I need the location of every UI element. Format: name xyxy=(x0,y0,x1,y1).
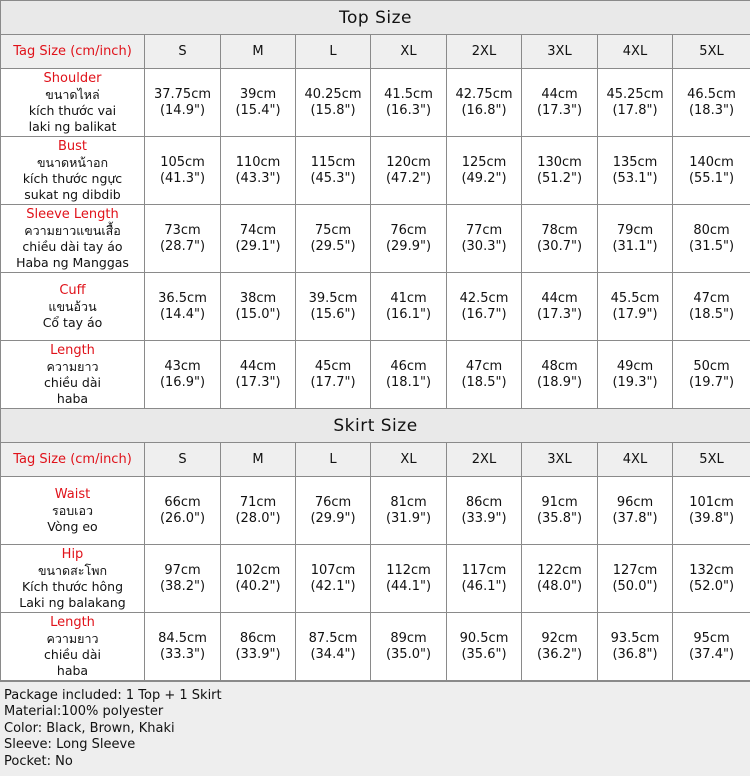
measurement-translation: Laki ng balakang xyxy=(19,594,126,610)
value-cm: 47cm xyxy=(693,290,730,306)
value-cm: 40.25cm xyxy=(304,86,362,102)
value-inch: (37.8") xyxy=(612,510,658,526)
value-inch: (15.4") xyxy=(235,102,281,118)
size-header: L xyxy=(296,35,371,69)
value-inch: (44.1") xyxy=(385,578,432,594)
value-cm: 44cm xyxy=(239,358,277,374)
measurement-translation: ความยาว xyxy=(46,630,99,646)
measurement-value xyxy=(673,69,750,137)
size-header: S xyxy=(145,35,221,69)
measurement-translation: Kích thước hông xyxy=(21,578,124,594)
value-cm: 80cm xyxy=(693,222,730,238)
value-inch: (42.1") xyxy=(310,578,356,594)
value-cm: 90.5cm xyxy=(459,630,509,646)
value-inch: (34.4") xyxy=(310,646,356,662)
measurement-value xyxy=(598,205,673,273)
size-header: 4XL xyxy=(598,443,673,477)
value-inch: (38.2") xyxy=(159,578,206,594)
value-inch: (17.3") xyxy=(536,102,583,118)
measurement-value xyxy=(673,273,750,341)
measurement-translation: แขนอ้วน xyxy=(48,298,97,314)
measurement-value xyxy=(145,205,221,273)
measurement-value xyxy=(522,613,598,681)
size-header: 2XL xyxy=(447,35,522,69)
value-cm: 44cm xyxy=(541,290,578,306)
value-cm: 112cm xyxy=(386,562,431,578)
measurement-translation: ขนาดหน้าอก xyxy=(36,154,109,170)
measurement-value xyxy=(221,137,296,205)
measurement-translation: laki ng balikat xyxy=(28,118,117,134)
value-cm: 36.5cm xyxy=(158,290,207,306)
value-inch: (31.1") xyxy=(612,238,658,254)
measurement-name: Shoulder xyxy=(43,70,102,86)
value-inch: (26.0") xyxy=(159,510,206,526)
value-cm: 38cm xyxy=(239,290,277,306)
value-inch: (51.2") xyxy=(536,170,583,186)
size-header: 5XL xyxy=(673,35,750,69)
value-cm: 87.5cm xyxy=(308,630,358,646)
measurement-value xyxy=(598,137,673,205)
value-cm: 47cm xyxy=(465,358,503,374)
value-cm: 86cm xyxy=(465,494,503,510)
value-inch: (29.5") xyxy=(310,238,356,254)
measurement-translation: ความยาวแขนเสื้อ xyxy=(24,222,121,238)
measurement-value xyxy=(371,273,447,341)
measurement-value xyxy=(598,273,673,341)
value-cm: 41cm xyxy=(390,290,427,306)
measurement-translation: รอบเอว xyxy=(52,502,93,518)
measurement-value xyxy=(145,341,221,409)
value-inch: (55.1") xyxy=(688,170,735,186)
measurement-value xyxy=(221,613,296,681)
value-cm: 97cm xyxy=(164,562,201,578)
measurement-label xyxy=(1,545,145,613)
value-cm: 92cm xyxy=(541,630,578,646)
value-cm: 122cm xyxy=(537,562,582,578)
value-inch: (29.9") xyxy=(385,238,432,254)
value-cm: 74cm xyxy=(239,222,277,238)
note-line: Color: Black, Brown, Khaki xyxy=(4,720,175,736)
measurement-translation: Haba ng Manggas xyxy=(16,254,129,270)
measurement-label xyxy=(1,273,145,341)
measurement-value xyxy=(145,273,221,341)
measurement-row xyxy=(1,477,750,545)
value-cm: 135cm xyxy=(612,154,658,170)
measurement-value xyxy=(296,273,371,341)
measurement-name: Length xyxy=(50,342,95,358)
value-cm: 125cm xyxy=(461,154,507,170)
measurement-value xyxy=(296,69,371,137)
measurement-translation: Vòng eo xyxy=(47,518,98,534)
measurement-value xyxy=(296,137,371,205)
value-cm: 115cm xyxy=(310,154,356,170)
value-inch: (36.2") xyxy=(536,646,583,662)
measurement-value xyxy=(673,205,750,273)
value-cm: 46cm xyxy=(390,358,427,374)
measurement-value xyxy=(447,545,522,613)
value-inch: (35.6") xyxy=(461,646,507,662)
measurement-name: Length xyxy=(50,614,95,630)
measurement-row xyxy=(1,341,750,409)
skirt-size-banner xyxy=(1,409,750,443)
measurement-value xyxy=(221,273,296,341)
size-header: L xyxy=(296,443,371,477)
measurement-value xyxy=(598,69,673,137)
tag-size-label: Tag Size (cm/inch) xyxy=(1,35,145,69)
measurement-translation: Cổ tay áo xyxy=(42,314,103,330)
value-cm: 50cm xyxy=(693,358,730,374)
value-inch: (29.1") xyxy=(235,238,281,254)
size-header: S xyxy=(145,443,221,477)
value-cm: 140cm xyxy=(689,154,734,170)
value-cm: 73cm xyxy=(164,222,201,238)
value-cm: 93.5cm xyxy=(610,630,660,646)
note-line: Material:100% polyester xyxy=(4,704,164,720)
measurement-value xyxy=(673,477,750,545)
measurement-translation: kích thước vai xyxy=(28,102,117,118)
measurement-value xyxy=(371,341,447,409)
value-inch: (46.1") xyxy=(461,578,507,594)
size-header: M xyxy=(221,35,296,69)
value-cm: 132cm xyxy=(689,562,734,578)
value-inch: (39.8") xyxy=(688,510,735,526)
value-inch: (17.8") xyxy=(612,102,658,118)
measurement-translation: haba xyxy=(56,390,89,406)
measurement-value xyxy=(145,613,221,681)
measurement-value xyxy=(522,69,598,137)
note-line: Pocket: No xyxy=(4,753,73,769)
value-cm: 107cm xyxy=(310,562,356,578)
measurement-name: Cuff xyxy=(59,282,86,298)
value-cm: 37.75cm xyxy=(153,86,212,102)
measurement-row xyxy=(1,613,750,681)
measurement-value xyxy=(522,205,598,273)
value-cm: 71cm xyxy=(239,494,277,510)
value-cm: 45cm xyxy=(314,358,352,374)
value-cm: 39.5cm xyxy=(308,290,358,306)
value-inch: (50.0") xyxy=(612,578,658,594)
measurement-row xyxy=(1,69,750,137)
measurement-value xyxy=(447,341,522,409)
measurement-value xyxy=(371,205,447,273)
size-header: 2XL xyxy=(447,443,522,477)
measurement-value xyxy=(145,69,221,137)
value-cm: 130cm xyxy=(537,154,582,170)
value-inch: (53.1") xyxy=(612,170,658,186)
measurement-value xyxy=(598,545,673,613)
measurement-value xyxy=(296,613,371,681)
value-inch: (28.0") xyxy=(235,510,281,526)
measurement-value xyxy=(371,545,447,613)
value-cm: 81cm xyxy=(390,494,427,510)
measurement-value xyxy=(598,613,673,681)
value-cm: 89cm xyxy=(390,630,427,646)
measurement-value xyxy=(221,341,296,409)
measurement-value xyxy=(447,137,522,205)
measurement-translation: ความยาว xyxy=(46,358,99,374)
value-cm: 105cm xyxy=(160,154,205,170)
value-inch: (35.0") xyxy=(385,646,432,662)
value-cm: 95cm xyxy=(693,630,730,646)
value-inch: (18.1") xyxy=(385,374,432,390)
measurement-value xyxy=(673,341,750,409)
value-cm: 44cm xyxy=(541,86,578,102)
value-inch: (18.9") xyxy=(536,374,583,390)
value-cm: 91cm xyxy=(541,494,578,510)
measurement-value xyxy=(371,137,447,205)
value-inch: (37.4") xyxy=(688,646,735,662)
value-inch: (18.5") xyxy=(688,306,735,322)
value-cm: 49cm xyxy=(616,358,654,374)
value-inch: (17.3") xyxy=(235,374,281,390)
value-inch: (31.9") xyxy=(385,510,432,526)
measurement-value xyxy=(296,545,371,613)
value-inch: (43.3") xyxy=(235,170,281,186)
note-line: Sleeve: Long Sleeve xyxy=(4,737,136,753)
value-inch: (17.7") xyxy=(310,374,356,390)
measurement-value xyxy=(221,205,296,273)
measurement-translation: sukat ng dibdib xyxy=(24,186,121,202)
measurement-label xyxy=(1,69,145,137)
measurement-value xyxy=(673,613,750,681)
measurement-value xyxy=(522,137,598,205)
value-cm: 42.5cm xyxy=(459,290,509,306)
value-cm: 110cm xyxy=(235,154,281,170)
value-inch: (19.3") xyxy=(612,374,658,390)
measurement-value xyxy=(673,137,750,205)
value-cm: 101cm xyxy=(689,494,734,510)
value-inch: (36.8") xyxy=(612,646,658,662)
value-inch: (33.9") xyxy=(235,646,281,662)
value-inch: (33.9") xyxy=(461,510,507,526)
measurement-translation: ขนาดไหล่ xyxy=(45,86,100,102)
measurement-value xyxy=(522,273,598,341)
size-header: 3XL xyxy=(522,35,598,69)
value-cm: 43cm xyxy=(164,358,201,374)
measurement-translation: kích thước ngực xyxy=(22,170,123,186)
value-inch: (41.3") xyxy=(159,170,206,186)
measurement-value xyxy=(145,137,221,205)
measurement-translation: ขนาดสะโพก xyxy=(37,562,108,578)
measurement-value xyxy=(145,477,221,545)
value-cm: 42.75cm xyxy=(455,86,513,102)
value-inch: (15.6") xyxy=(310,306,356,322)
value-cm: 78cm xyxy=(541,222,578,238)
top-size-banner xyxy=(1,1,750,35)
value-inch: (16.3") xyxy=(385,102,432,118)
measurement-value xyxy=(371,613,447,681)
measurement-name: Bust xyxy=(57,138,88,154)
size-header: M xyxy=(221,443,296,477)
value-cm: 76cm xyxy=(314,494,352,510)
measurement-value xyxy=(371,477,447,545)
measurement-row xyxy=(1,273,750,341)
measurement-value xyxy=(598,341,673,409)
value-cm: 84.5cm xyxy=(158,630,207,646)
measurement-value xyxy=(447,69,522,137)
size-header: 3XL xyxy=(522,443,598,477)
value-inch: (31.5") xyxy=(688,238,735,254)
tag-size-label: Tag Size (cm/inch) xyxy=(1,443,145,477)
value-cm: 45.5cm xyxy=(610,290,660,306)
value-cm: 117cm xyxy=(461,562,507,578)
measurement-value xyxy=(447,613,522,681)
measurement-label xyxy=(1,341,145,409)
value-inch: (18.3") xyxy=(688,102,735,118)
value-cm: 45.25cm xyxy=(606,86,664,102)
value-cm: 48cm xyxy=(541,358,578,374)
value-inch: (33.3") xyxy=(159,646,206,662)
value-inch: (30.3") xyxy=(461,238,507,254)
value-inch: (15.8") xyxy=(310,102,356,118)
measurement-value xyxy=(371,69,447,137)
measurement-value xyxy=(522,341,598,409)
value-inch: (16.9") xyxy=(159,374,206,390)
value-inch: (15.0") xyxy=(235,306,281,322)
measurement-name: Hip xyxy=(61,546,84,562)
measurement-value xyxy=(221,477,296,545)
measurement-translation: haba xyxy=(56,662,89,678)
value-inch: (16.1") xyxy=(385,306,432,322)
measurement-value xyxy=(522,477,598,545)
value-inch: (40.2") xyxy=(235,578,281,594)
measurement-value xyxy=(447,477,522,545)
measurement-value xyxy=(447,205,522,273)
measurement-value xyxy=(522,545,598,613)
measurement-label xyxy=(1,477,145,545)
top-size-title: Top Size xyxy=(1,1,750,35)
measurement-value xyxy=(296,205,371,273)
measurement-value xyxy=(296,341,371,409)
measurement-value xyxy=(221,545,296,613)
measurement-label xyxy=(1,137,145,205)
value-inch: (18.5") xyxy=(461,374,507,390)
value-inch: (29.9") xyxy=(310,510,356,526)
value-inch: (17.3") xyxy=(536,306,583,322)
measurement-value xyxy=(673,545,750,613)
measurement-row xyxy=(1,205,750,273)
value-inch: (28.7") xyxy=(159,238,206,254)
value-cm: 120cm xyxy=(386,154,431,170)
measurement-value xyxy=(447,273,522,341)
value-inch: (14.4") xyxy=(159,306,206,322)
value-inch: (45.3") xyxy=(310,170,356,186)
measurement-value xyxy=(145,545,221,613)
value-inch: (14.9") xyxy=(159,102,206,118)
value-cm: 76cm xyxy=(390,222,427,238)
value-cm: 75cm xyxy=(314,222,352,238)
value-cm: 96cm xyxy=(616,494,654,510)
skirt-header-row xyxy=(1,443,750,477)
measurement-translation: chiều dài tay áo xyxy=(22,238,123,254)
measurement-translation: chiều dài xyxy=(44,374,101,390)
value-inch: (35.8") xyxy=(536,510,583,526)
value-cm: 77cm xyxy=(465,222,503,238)
value-inch: (30.7") xyxy=(536,238,583,254)
value-cm: 86cm xyxy=(239,630,277,646)
measurement-value xyxy=(221,69,296,137)
size-header: 5XL xyxy=(673,443,750,477)
measurement-row xyxy=(1,137,750,205)
value-cm: 79cm xyxy=(616,222,654,238)
measurement-value xyxy=(296,477,371,545)
skirt-size-title: Skirt Size xyxy=(1,409,750,443)
value-cm: 41.5cm xyxy=(384,86,433,102)
measurement-label xyxy=(1,613,145,681)
measurement-name: Sleeve Length xyxy=(26,206,119,222)
value-inch: (48.0") xyxy=(536,578,583,594)
value-inch: (16.8") xyxy=(461,102,507,118)
top-header-row xyxy=(1,35,750,69)
value-cm: 102cm xyxy=(235,562,281,578)
value-cm: 39cm xyxy=(239,86,277,102)
value-inch: (17.9") xyxy=(612,306,658,322)
value-cm: 66cm xyxy=(164,494,201,510)
value-inch: (52.0") xyxy=(688,578,735,594)
size-header: XL xyxy=(371,35,447,69)
product-notes xyxy=(0,681,750,776)
size-header: 4XL xyxy=(598,35,673,69)
measurement-label xyxy=(1,205,145,273)
size-header: XL xyxy=(371,443,447,477)
measurement-row xyxy=(1,545,750,613)
measurement-translation: chiều dài xyxy=(44,646,101,662)
value-inch: (19.7") xyxy=(688,374,735,390)
value-cm: 46.5cm xyxy=(687,86,736,102)
value-inch: (16.7") xyxy=(461,306,507,322)
value-inch: (49.2") xyxy=(461,170,507,186)
note-line: Package included: 1 Top + 1 Skirt xyxy=(4,688,222,703)
value-inch: (47.2") xyxy=(385,170,432,186)
value-cm: 127cm xyxy=(612,562,658,578)
measurement-name: Waist xyxy=(54,486,91,502)
measurement-value xyxy=(598,477,673,545)
